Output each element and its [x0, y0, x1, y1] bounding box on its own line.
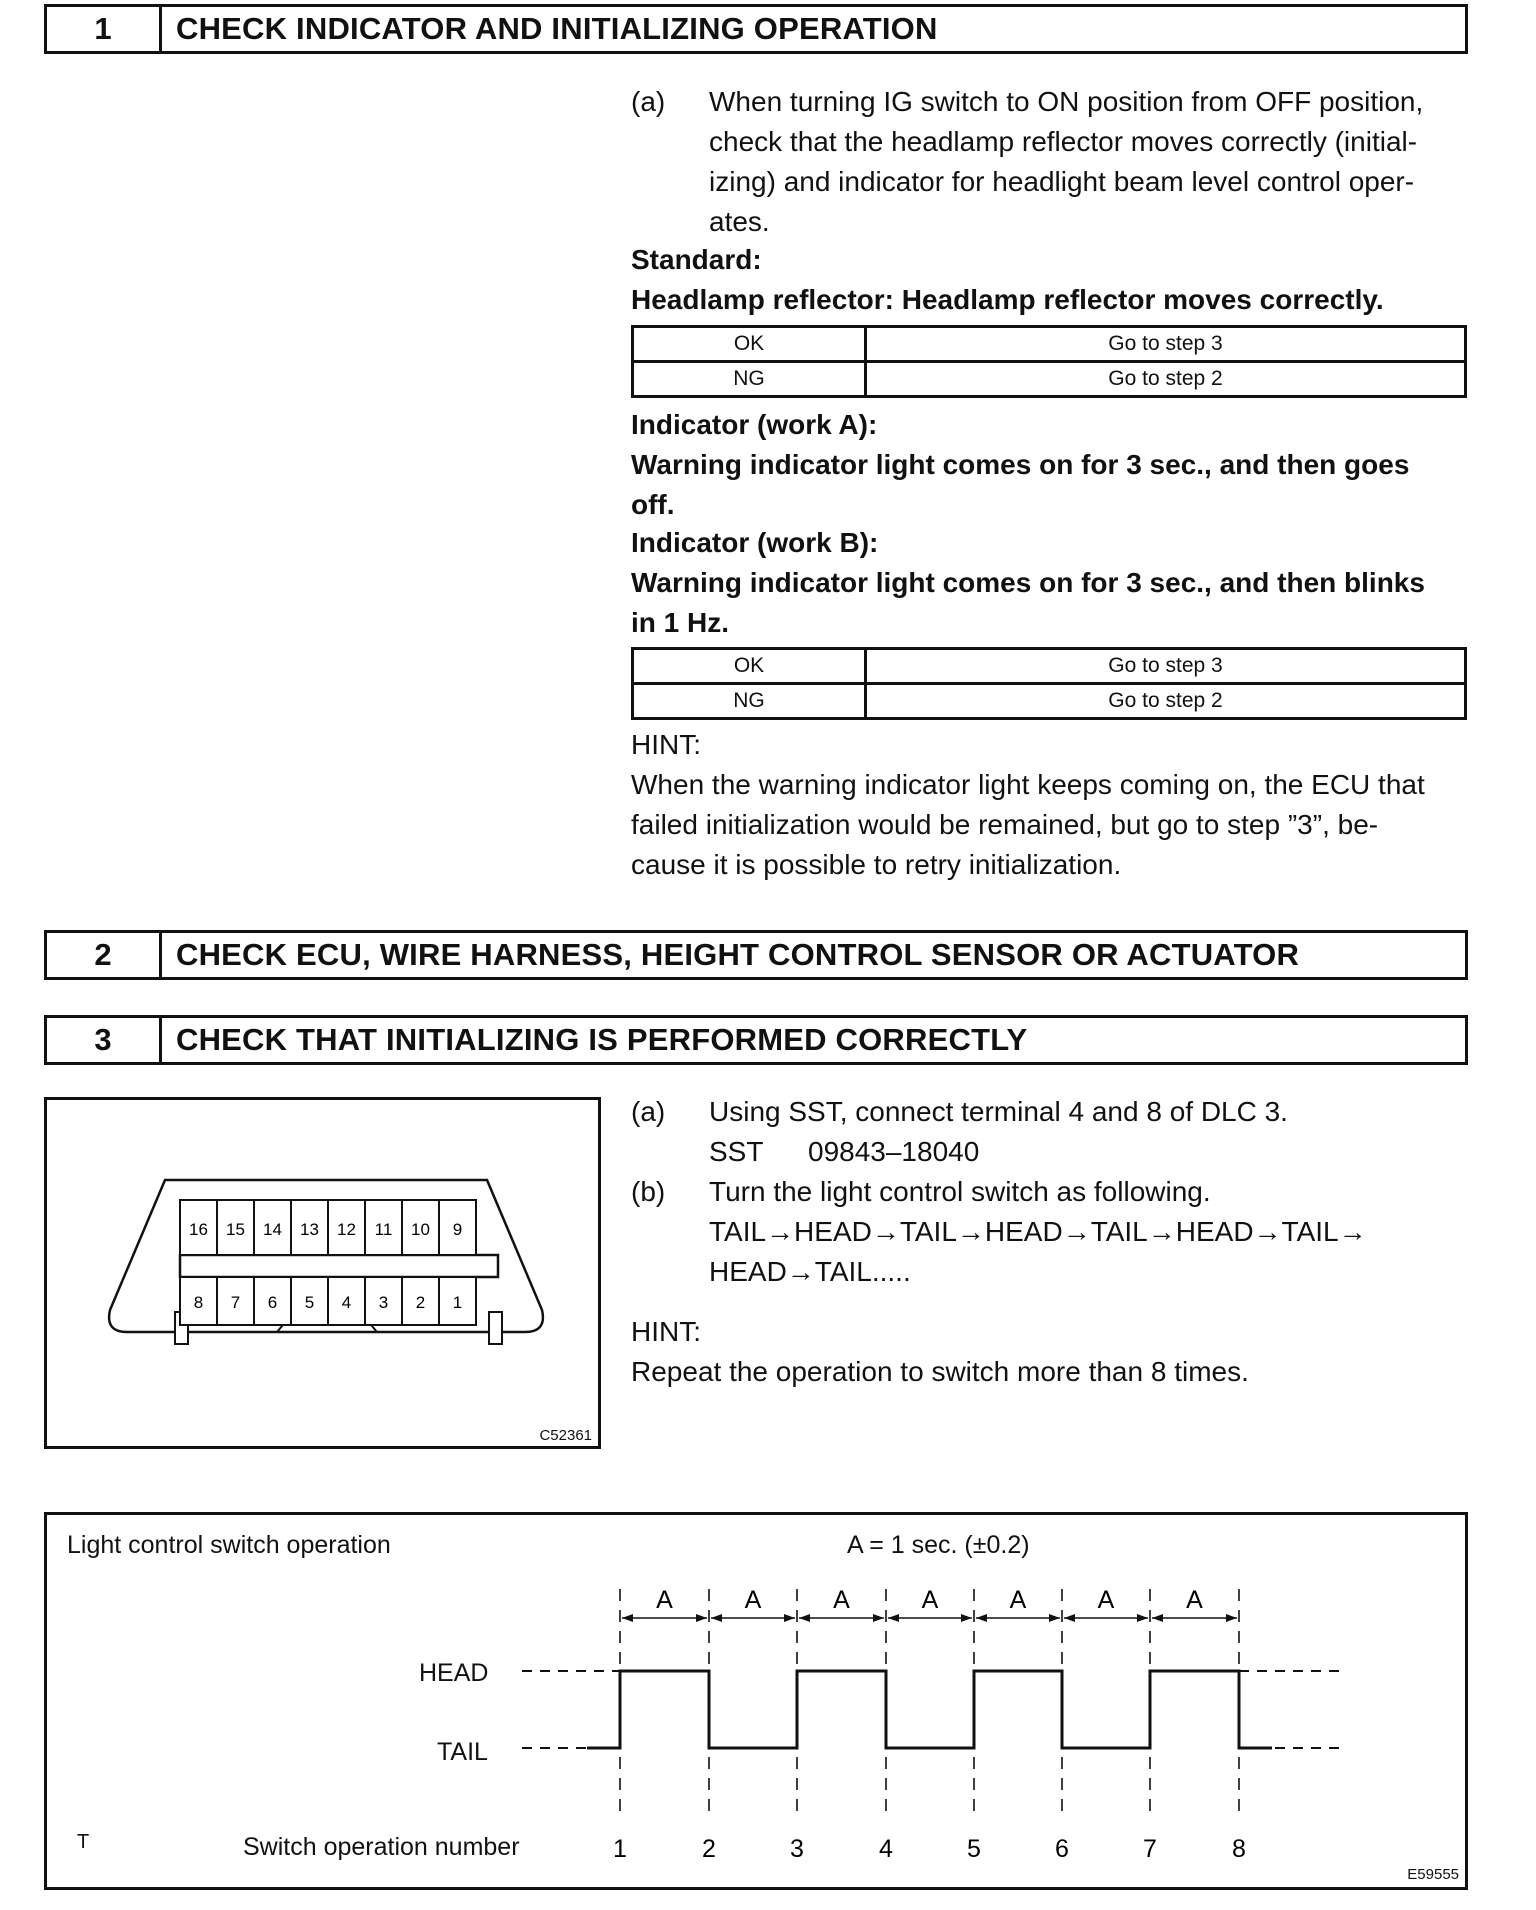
operation-number: 5 — [967, 1835, 981, 1863]
operation-number: 3 — [790, 1835, 804, 1863]
pin-number: 3 — [378, 1293, 389, 1312]
arrow-head — [1226, 1614, 1237, 1622]
table-row — [633, 327, 1466, 362]
interval-label: A — [1186, 1586, 1203, 1614]
text-line: Warning indicator light comes on for 3 sec., and then goes — [631, 449, 1410, 480]
dlc3-connector-figure — [44, 1097, 601, 1449]
text-line: Turn the light control switch as following. — [709, 1176, 1211, 1207]
arrow-head — [784, 1614, 795, 1622]
hint-text — [631, 765, 1467, 885]
result-cell: NG — [633, 684, 866, 719]
arrow-head — [711, 1614, 722, 1622]
text-line: in 1 Hz. — [631, 607, 730, 638]
standard-label: Standard: — [631, 244, 762, 275]
tail-level-label: TAIL — [437, 1738, 488, 1766]
hint-label: HINT: — [631, 729, 701, 760]
pin-number: 5 — [304, 1293, 315, 1312]
arrow-head — [888, 1614, 899, 1622]
pin-number: 10 — [411, 1220, 430, 1239]
pin-number: 11 — [374, 1220, 393, 1239]
step-1-header — [44, 4, 1468, 54]
action-cell: Go to step 2 — [866, 362, 1466, 397]
interval-definition: A = 1 sec. (±0.2) — [847, 1531, 1030, 1559]
signal-waveform — [587, 1671, 1272, 1748]
pin-number: 14 — [263, 1220, 282, 1239]
interval-label: A — [744, 1586, 762, 1614]
item-label: (b) — [631, 1176, 666, 1207]
pin-number: 15 — [226, 1220, 245, 1239]
step-2-header — [44, 930, 1468, 980]
result-table-2 — [631, 647, 1467, 720]
t-mark: T — [77, 1831, 90, 1853]
sst-number: 09843–18040 — [808, 1136, 980, 1167]
item-label: (a) — [631, 1096, 666, 1127]
step-number: 1 — [47, 7, 162, 51]
headlamp-standard: Headlamp reflector: Headlamp reflector moves correctly. — [631, 284, 1384, 315]
indicator-b-text — [631, 563, 1425, 643]
pin-number: 4 — [341, 1293, 352, 1312]
instruction-text — [709, 1172, 1367, 1292]
arrow-head — [976, 1614, 987, 1622]
figure-code: E59555 — [1407, 1866, 1459, 1883]
hint-text: Repeat the operation to switch more than 8 times. — [631, 1356, 1249, 1387]
step-title: CHECK ECU, WIRE HARNESS, HEIGHT CONTROL SENSOR OR ACTUATOR — [176, 937, 1300, 972]
head-level-label: HEAD — [419, 1659, 489, 1687]
indicator-b-label: Indicator (work B): — [631, 527, 879, 558]
pin-number: 16 — [189, 1220, 208, 1239]
indicator-a-text — [631, 445, 1409, 525]
arrow-head — [696, 1614, 707, 1622]
table-row — [633, 649, 1466, 684]
pin-number: 1 — [452, 1293, 463, 1312]
operation-number: 8 — [1232, 1835, 1246, 1863]
interval-label: A — [656, 1586, 673, 1614]
arrow-head — [1049, 1614, 1060, 1622]
action-cell: Go to step 2 — [866, 684, 1466, 719]
arrow-head — [873, 1614, 884, 1622]
operation-number: 7 — [1143, 1835, 1157, 1863]
text-line: failed initialization would be remained, but go to step ”3”, be- — [631, 809, 1379, 840]
timing-diagram — [44, 1512, 1468, 1890]
step-3-header — [44, 1015, 1468, 1065]
pin-number: 6 — [267, 1293, 278, 1312]
text-line: check that the headlamp reflector moves correctly (initial- — [709, 126, 1418, 157]
interval-label: A — [833, 1586, 850, 1614]
instruction-text — [709, 82, 1423, 242]
arrow-head — [1137, 1614, 1148, 1622]
result-cell: NG — [633, 362, 866, 397]
interval-label: A — [921, 1586, 939, 1614]
operation-number: 6 — [1055, 1835, 1069, 1863]
pin-number: 7 — [230, 1293, 241, 1312]
action-cell: Go to step 3 — [866, 649, 1466, 684]
step-number: 3 — [47, 1018, 162, 1062]
text-line: When turning IG switch to ON position from OFF position, — [709, 86, 1424, 117]
text-line: HEAD→TAIL..... — [709, 1256, 911, 1287]
arrow-head — [1152, 1614, 1163, 1622]
pin-number: 8 — [193, 1293, 204, 1312]
arrow-head — [961, 1614, 972, 1622]
pin-number: 13 — [300, 1220, 319, 1239]
step-number: 2 — [47, 933, 162, 977]
step-title: CHECK INDICATOR AND INITIALIZING OPERATION — [176, 11, 938, 46]
result-cell: OK — [633, 327, 866, 362]
hint-label: HINT: — [631, 1316, 701, 1347]
action-cell: Go to step 3 — [866, 327, 1466, 362]
step-title: CHECK THAT INITIALIZING IS PERFORMED CORRECTLY — [176, 1022, 1028, 1057]
table-row — [633, 362, 1466, 397]
text-line: ates. — [709, 206, 770, 237]
text-line: off. — [631, 489, 675, 520]
arrow-head — [1064, 1614, 1075, 1622]
item-label: (a) — [631, 86, 666, 117]
instruction-text: Using SST, connect terminal 4 and 8 of DLC 3. — [709, 1096, 1288, 1127]
interval-label: A — [1097, 1586, 1115, 1614]
text-line: TAIL→HEAD→TAIL→HEAD→TAIL→HEAD→TAIL→ — [709, 1216, 1367, 1247]
timing-waveform — [47, 1515, 1465, 1887]
pin-row-bottom — [180, 1277, 476, 1325]
figure-code: C52361 — [539, 1427, 592, 1444]
text-line: When the warning indicator light keeps coming on, the ECU that — [631, 769, 1425, 800]
operation-number: 2 — [702, 1835, 716, 1863]
text-line: Warning indicator light comes on for 3 sec., and then blinks — [631, 567, 1425, 598]
operation-number: 4 — [879, 1835, 893, 1863]
arrow-head — [622, 1614, 633, 1622]
text-line: cause it is possible to retry initialization. — [631, 849, 1122, 880]
table-row — [633, 684, 1466, 719]
text-line: izing) and indicator for headlight beam level control oper- — [709, 166, 1415, 197]
indicator-a-label: Indicator (work A): — [631, 409, 878, 440]
pin-number: 9 — [452, 1220, 463, 1239]
axis-label: Switch operation number — [243, 1833, 520, 1861]
pin-row-top — [180, 1200, 476, 1255]
dlc3-connector-drawing — [47, 1100, 598, 1446]
result-cell: OK — [633, 649, 866, 684]
arrow-head — [799, 1614, 810, 1622]
diagram-title: Light control switch operation — [67, 1531, 391, 1559]
pin-number: 2 — [415, 1293, 426, 1312]
pin-number: 12 — [337, 1220, 356, 1239]
interval-label: A — [1009, 1586, 1027, 1614]
operation-number: 1 — [613, 1835, 627, 1863]
sst-label: SST — [709, 1136, 764, 1167]
result-table-1 — [631, 325, 1467, 398]
